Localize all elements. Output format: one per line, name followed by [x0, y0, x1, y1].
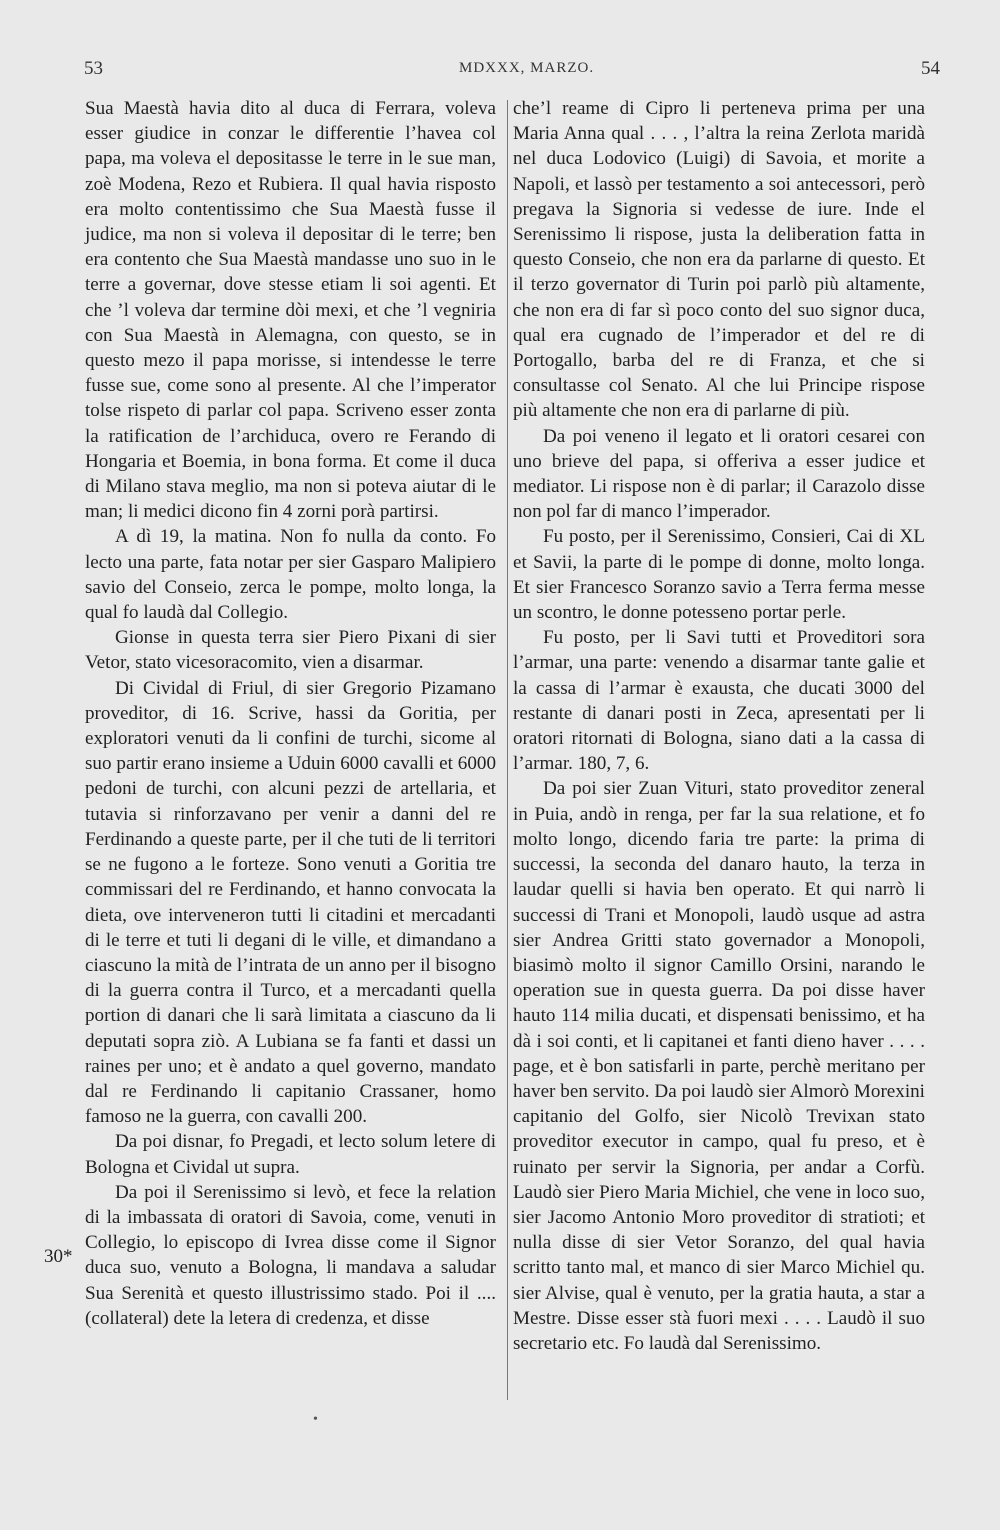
page-header — [84, 58, 950, 88]
left-column — [85, 96, 496, 1331]
paragraph: Fu posto, per il Serenissimo, Consieri, Cai di XL et Savii, la parte di le pompe di donne, molto longa. Et sier Francesco Soranzo savio a Terra ferma messe un scontro, le donne potesseno portar perle. — [513, 526, 925, 624]
paragraph: Da poi sier Zuan Vituri, stato proveditor zeneral in Puia, andò in renga, per far la sua relatione, et fo molto longo, dicendo faria tre parte: la prima di successi, la seconda del danaro hauto, la terza in laudar quelli si havia ben operato. Et qui narrò li successi di Trani et Monopoli, laudò usque ad astra sier Andrea Gritti stato governador a Monopoli, biasimò molto il signor Camillo Orsini, narando le operation sue in questa guerra. Da poi disse haver hauto 114 milia ducati, et dispensati benissimo, et ha dà i soi conti, et li capitanei et fanti dieno haver . . . . page, et è bon satisfarli in parte, perchè meritano per haver ben servito. Da poi laudò sier Almorò Morexini capitanio del Golfo, sier Nicolò Trevixan stato proveditor executor in campo, qual fu preso, et è ruinato per servir la Signoria, per andar a Corfù. Laudò sier Piero Maria Michiel, che vene in loco suo, sier Jacomo Antonio Moro proveditor di stratioti; et nulla disse di sier Vetor Soranzo, del qual havia scritto tanto mal, et manco di sier Marco Michiel qu. sier Alvise, qual è venuto, per la gratia hauta, a star a Mestre. Disse esser stà fuori mexi . . . . Laudò il suo secretario etc. Fo laudà dal Serenissimo. — [513, 778, 925, 1354]
paragraph: A dì 19, la matina. Non fo nulla da conto. Fo lecto una parte, fata notar per sier Gasparo Malipiero savio del Conseio, zerca le pompe, molto longa, la qual fo laudà dal Collegio. — [85, 526, 496, 624]
paragraph: Fu posto, per li Savi tutti et Proveditori sora l’armar, una parte: venendo a disarmar tante galie et la cassa di l’armar è exausta, che ducati 3000 del restante di danari posti in Zeca, apresentati per li oratori ritornati di Bologna, siano dati a la cassa di l’armar. 180, 7, 6. — [513, 627, 925, 775]
paragraph: Sua Maestà havia dito al duca di Ferrara, voleva esser giudice in conzar le differentie l’havea col papa, ma voleva el depositasse le terre in le sue man, zoè Modena, Rezo et Rubiera. Il qual havia risposto era molto contentissimo che Sua Maestà fusse il judice, ma non si voleva il depositar di le terre; ben era contento che Sua Maestà mandasse uno suo in le terre a governar, dove stesse etiam li soi agenti. Et che ’l voleva dar termine dòi mexi, et che ’l vegniria con Sua Maestà in Alemagna, con questo, se in questo mezo il papa morisse, si intendesse le terre fusse sue, come sono al presente. Al che l’imperator tolse rispeto di parlar col papa. Scriveno esser zonta la ratification de l’archiduca, overo re Ferando di Hongaria et Boemia, in bona forma. Et come il duca di Milano stava meglio, ma non si poteva aiutar di le man; li medici dicono fin 4 zorni porà partirsi. — [85, 98, 496, 523]
paragraph: Da poi il Serenissimo si levò, et fece la relation di la imbassata di oratori di Savoia, come, venuti in Collegio, lo episcopo di Ivrea disse come il Signor duca suo, venuto a Bologna, li mandava a saludar Sua Serenità et questo illustrissimo stado. Poi il .... (collateral) dete la letera di credenza, et disse — [85, 1181, 496, 1329]
running-title: MDXXX, MARZO. — [459, 60, 595, 76]
column-divider — [507, 100, 508, 1400]
paragraph: Di Cividal di Friul, di sier Gregorio Pizamano proveditor, di 16. Scrive, hassi da Goritia, per exploratori venuti da li confini de turchi, sicome al suo partir erano insieme a Uduin 6000 cavalli et 6000 pedoni de turchi, con alcuni pezzi de artellaria, et tutavia si rinforzavano per venir a danni del re Ferdinando a queste parte, per il che tuti de li territori se ne fugono a le forteze. Sono venuti a Goritia tre commissari del re Ferdinando, et hanno convocata la dieta, ove interveneron tutti li citadini et mercadanti di le terre et tuti li degani di le ville, et dimandano a ciascuno la mità de l’intrata de un anno per il bisogno di la guerra contra il Turco, et a mercadanti quella portion di danari che li sarà limitata a ciascuno da li deputati sopra ziò. A Lubiana se fa fanti et dassi un raines per uno; et è andato a quel governo, mandato dal re Ferdinando li capitanio Crassaner, homo famoso ne la guerra, con cavalli 200. — [85, 677, 496, 1128]
paragraph: Gionse in questa terra sier Piero Pixani di sier Vetor, stato vicesoracomito, vien a disarmar. — [85, 627, 496, 674]
right-column — [513, 96, 925, 1356]
margin-note: 30* — [44, 1246, 73, 1267]
paragraph: che’l reame di Cipro li perteneva prima per una Maria Anna qual . . . , l’altra la reina Zerlota maridà nel duca Lodovico (Luigi) di Savoia, et morite a Napoli, et lassò per testamento a soi antecessori, però pregava la Signoria si vedesse de iure. Inde el Serenissimo li rispose, justa la deliberation fatta in questo Conseio, che non era da parlarne di questo. Et il terzo governator di Turin poi parlò più altamente, che non era di far sì poco conto del suo signor duca, qual era cugnado de l’imperador et del re di Portogallo, barba del re di Franza, et che si consultasse col Senato. Al che lui Principe rispose più altamente che non era di parlarne di più. — [513, 98, 925, 422]
paragraph: Da poi veneno il legato et li oratori cesarei con uno brieve del papa, si offeriva a esser judice et mediator. Li rispose non è di parlar; il Carazolo disse non pol far di manco l’imperador. — [513, 425, 925, 523]
page-number-left: 53 — [84, 58, 103, 79]
page-number-right: 54 — [921, 58, 940, 79]
paragraph: Da poi disnar, fo Pregadi, et lecto solum letere di Bologna et Cividal ut supra. — [85, 1131, 496, 1178]
ink-speck: • — [313, 1412, 318, 1427]
